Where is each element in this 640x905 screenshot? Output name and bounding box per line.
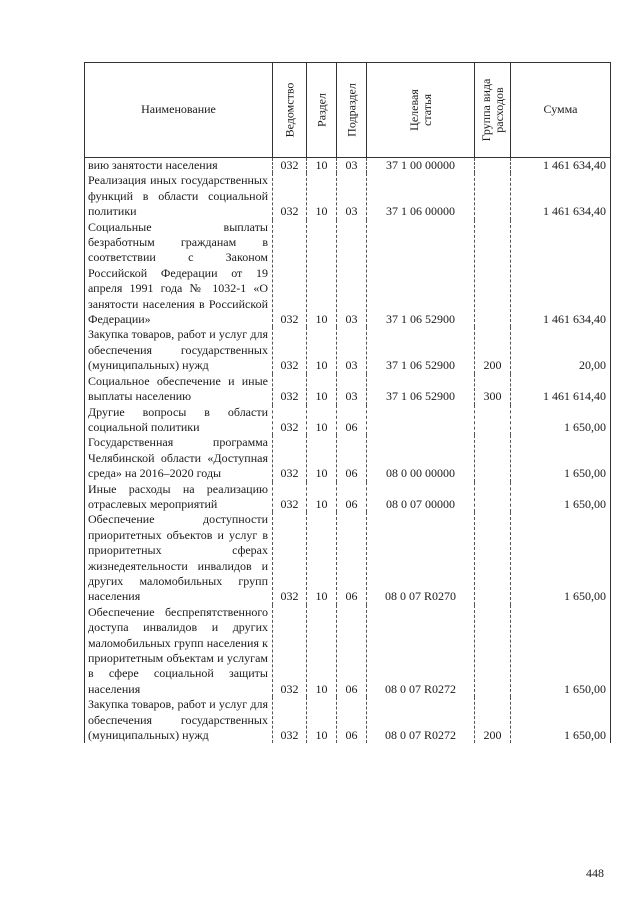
cell-podrazdel: 03	[337, 173, 367, 219]
cell-summa: 20,00	[511, 327, 611, 373]
cell-razdel: 10	[307, 327, 337, 373]
cell-name: Реализация иных государственных функций в области социальной политики	[85, 173, 273, 219]
cell-vedomstvo: 032	[273, 158, 307, 174]
cell-name: Обеспечение беспрепятственного доступа инвалидов и других маломобильных групп населения к приоритетным объектам и услугам в сфере социальной защиты населения	[85, 605, 273, 697]
table-row	[85, 173, 611, 219]
cell-celevaya: 08 0 07 R0272	[367, 697, 475, 743]
cell-razdel: 10	[307, 173, 337, 219]
cell-vedomstvo: 032	[273, 605, 307, 697]
cell-podrazdel: 03	[337, 374, 367, 405]
cell-vedomstvo: 032	[273, 405, 307, 436]
cell-gruppa: 300	[475, 374, 511, 405]
budget-table	[84, 62, 611, 743]
cell-celevaya: 37 1 06 52900	[367, 220, 475, 328]
cell-summa: 1 461 634,40	[511, 158, 611, 174]
cell-summa: 1 650,00	[511, 482, 611, 513]
cell-gruppa	[475, 405, 511, 436]
cell-gruppa: 200	[475, 327, 511, 373]
table-row	[85, 158, 611, 174]
cell-razdel: 10	[307, 158, 337, 174]
cell-podrazdel: 06	[337, 605, 367, 697]
header-gruppa: Группа вида расходов	[475, 63, 511, 158]
cell-gruppa	[475, 220, 511, 328]
cell-name: Государственная программа Челябинской области «Доступная среда» на 2016–2020 годы	[85, 435, 273, 481]
table-header	[85, 63, 611, 158]
cell-gruppa	[475, 512, 511, 604]
cell-summa: 1 461 614,40	[511, 374, 611, 405]
cell-podrazdel: 06	[337, 482, 367, 513]
cell-name: Социальное обеспечение и иные выплаты населению	[85, 374, 273, 405]
table-row	[85, 697, 611, 743]
cell-podrazdel: 03	[337, 327, 367, 373]
cell-podrazdel: 06	[337, 435, 367, 481]
cell-summa: 1 461 634,40	[511, 173, 611, 219]
cell-name: Социальные выплаты безработным гражданам в соответствии с Законом Российской Федерации от 19 апреля 1991 года № 1032-1 «О занятости населения в Российской Федерации»	[85, 220, 273, 328]
cell-vedomstvo: 032	[273, 697, 307, 743]
cell-celevaya: 37 1 06 52900	[367, 327, 475, 373]
cell-name: Закупка товаров, работ и услуг для обеспечения государственных (муниципальных) нужд	[85, 327, 273, 373]
table-row	[85, 605, 611, 697]
cell-name: Другие вопросы в области социальной политики	[85, 405, 273, 436]
cell-celevaya	[367, 405, 475, 436]
header-razdel: Раздел	[307, 63, 337, 158]
cell-celevaya: 37 1 00 00000	[367, 158, 475, 174]
table-row	[85, 405, 611, 436]
cell-name: Закупка товаров, работ и услуг для обеспечения государственных (муниципальных) нужд	[85, 697, 273, 743]
cell-gruppa	[475, 435, 511, 481]
cell-celevaya: 08 0 07 R0270	[367, 512, 475, 604]
cell-celevaya: 08 0 00 00000	[367, 435, 475, 481]
cell-summa: 1 650,00	[511, 512, 611, 604]
cell-razdel: 10	[307, 697, 337, 743]
cell-celevaya: 37 1 06 00000	[367, 173, 475, 219]
cell-summa: 1 650,00	[511, 605, 611, 697]
cell-razdel: 10	[307, 605, 337, 697]
cell-summa: 1 650,00	[511, 435, 611, 481]
cell-name: Обеспечение доступности приоритетных объектов и услуг в приоритетных сферах жизнедеятельности инвалидов и других маломобильных групп населения	[85, 512, 273, 604]
table-row	[85, 327, 611, 373]
table-row	[85, 482, 611, 513]
cell-name: Иные расходы на реализацию отраслевых мероприятий	[85, 482, 273, 513]
cell-podrazdel: 06	[337, 512, 367, 604]
cell-vedomstvo: 032	[273, 482, 307, 513]
cell-podrazdel: 06	[337, 697, 367, 743]
cell-vedomstvo: 032	[273, 512, 307, 604]
cell-podrazdel: 06	[337, 405, 367, 436]
cell-celevaya: 37 1 06 52900	[367, 374, 475, 405]
cell-razdel: 10	[307, 220, 337, 328]
cell-razdel: 10	[307, 374, 337, 405]
cell-gruppa	[475, 605, 511, 697]
cell-razdel: 10	[307, 482, 337, 513]
cell-gruppa	[475, 482, 511, 513]
cell-vedomstvo: 032	[273, 327, 307, 373]
header-vedomstvo: Ведомство	[273, 63, 307, 158]
table-row	[85, 512, 611, 604]
header-podrazdel: Подраздел	[337, 63, 367, 158]
table-body	[85, 158, 611, 744]
table-row	[85, 374, 611, 405]
cell-gruppa	[475, 158, 511, 174]
header-celevaya: Целевая статья	[367, 63, 475, 158]
cell-razdel: 10	[307, 512, 337, 604]
cell-podrazdel: 03	[337, 220, 367, 328]
cell-name: вию занятости населения	[85, 158, 273, 174]
header-summa: Сумма	[511, 63, 611, 158]
cell-razdel: 10	[307, 435, 337, 481]
cell-celevaya: 08 0 07 R0272	[367, 605, 475, 697]
cell-vedomstvo: 032	[273, 173, 307, 219]
cell-gruppa	[475, 173, 511, 219]
cell-summa: 1 461 634,40	[511, 220, 611, 328]
cell-vedomstvo: 032	[273, 220, 307, 328]
cell-vedomstvo: 032	[273, 374, 307, 405]
header-name: Наименование	[85, 63, 273, 158]
cell-summa: 1 650,00	[511, 697, 611, 743]
cell-vedomstvo: 032	[273, 435, 307, 481]
cell-gruppa: 200	[475, 697, 511, 743]
cell-razdel: 10	[307, 405, 337, 436]
cell-summa: 1 650,00	[511, 405, 611, 436]
table-row	[85, 435, 611, 481]
cell-celevaya: 08 0 07 00000	[367, 482, 475, 513]
page-number: 448	[586, 866, 604, 880]
table-row	[85, 220, 611, 328]
cell-podrazdel: 03	[337, 158, 367, 174]
